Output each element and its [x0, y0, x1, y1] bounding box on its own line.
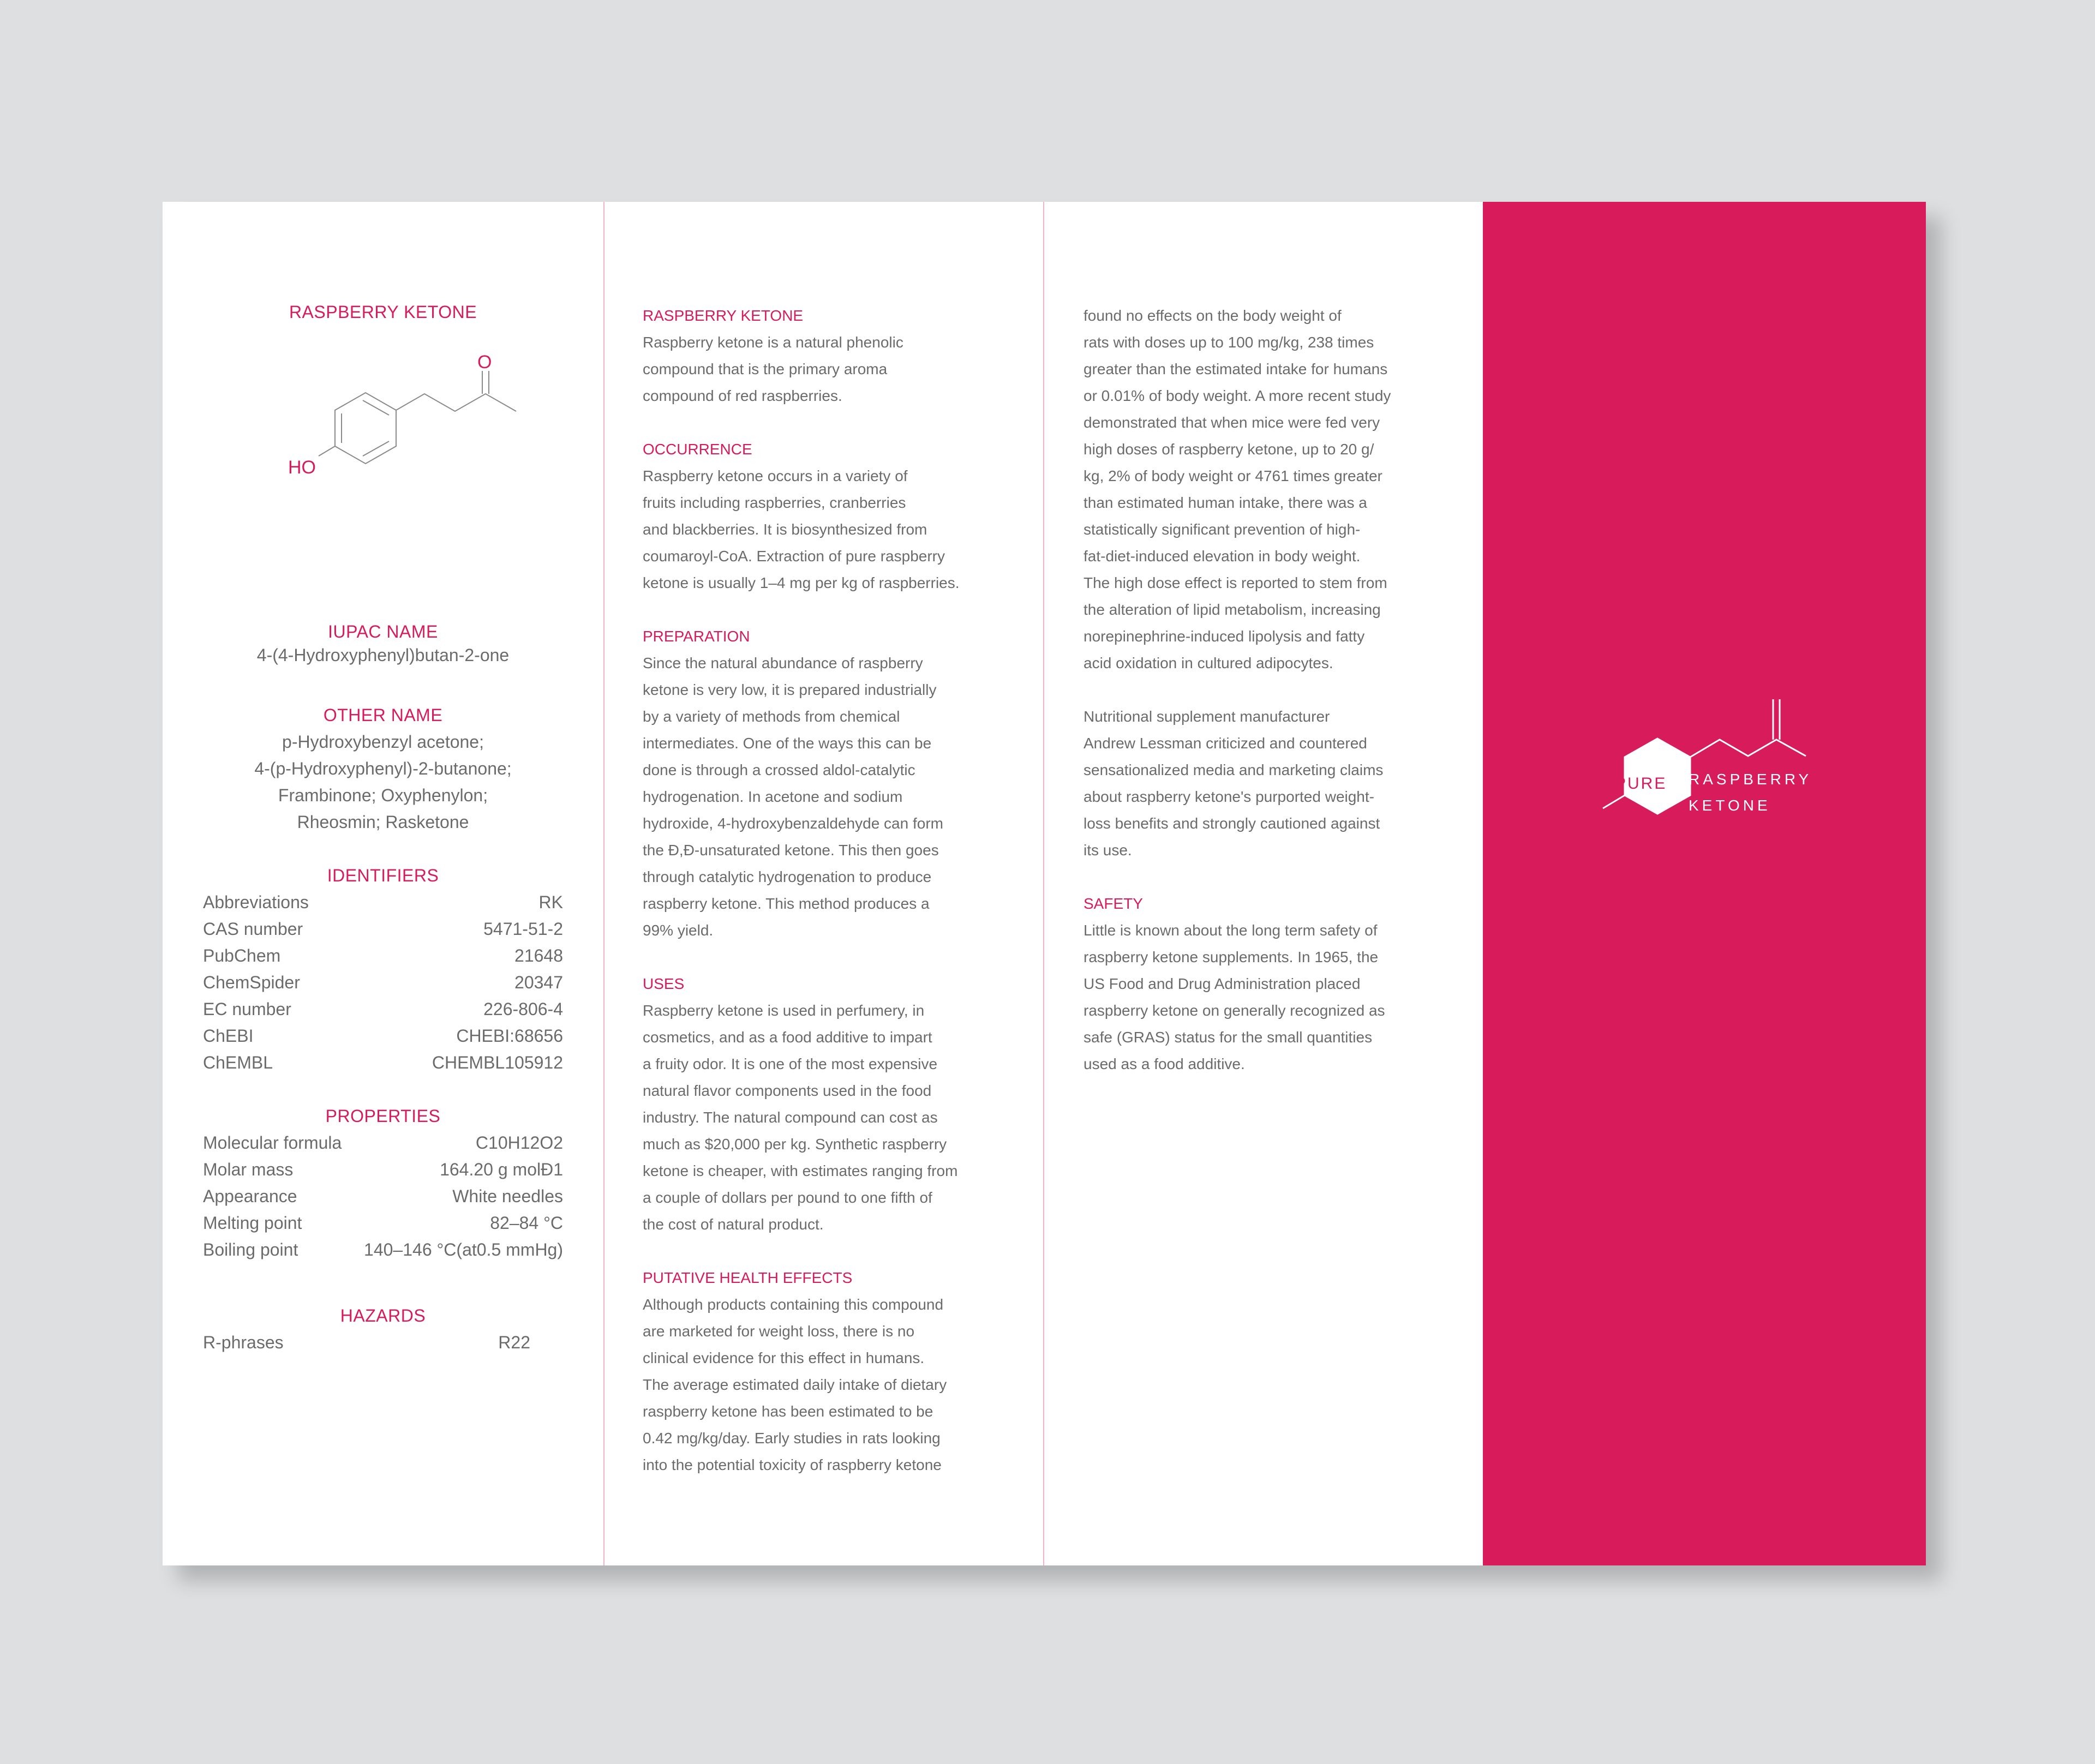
other-name-line: Frambinone; Oxyphenylon; — [278, 785, 488, 805]
hazard-row: R-phrases R22 — [203, 1333, 530, 1352]
section-heading: OCCURRENCE — [643, 441, 752, 458]
identifier-row: PubChem 21648 — [203, 946, 563, 965]
other-name-line: 4-(p-Hydroxyphenyl)-2-butanone; — [254, 759, 512, 778]
section-continued: found no effects on the body weight of rats with doses up to 100 mg/kg, 238 times greater than the estimated intake for humans or 0.01% of body weight. A more recent study demonstrated that when mice were fed very high doses of raspberry ketone, up to 20 g/ kg, 2% of body weight or 4761 times greater than estimated human intake, there was a statistically significant prevention of high- fat-diet-induced elevation in body weight. The high dose effect is reported to stem from the alteration of lipid metabolism, increasing norepinephrine-induced lipolysis and fatty acid oxidation in cultured adipocytes. — [1084, 307, 1391, 671]
pure-badge: PURE — [1615, 775, 1667, 793]
identifiers-section — [203, 862, 563, 1076]
property-row: Molecular formula C10H12O2 — [203, 1133, 563, 1153]
property-row: Molar mass 164.20 g molÐ1 — [203, 1160, 563, 1179]
section-health-effects: PUTATIVE HEALTH EFFECTS Although products containing this compound are marketed for weight loss, there is no clinical evidence for this effect in humans. The average estimated daily intake of dietary raspberry ketone has been estimated to be 0.42 mg/kg/day. Early studies in rats looking into the potential toxicity of raspberry ketone — [643, 1264, 1014, 1478]
fold-line — [603, 202, 604, 1565]
section-heading: PUTATIVE HEALTH EFFECTS — [643, 1269, 853, 1286]
iupac-value: 4-(4-Hydroxyphenyl)butan-2-one — [256, 645, 510, 665]
properties-heading: PROPERTIES — [325, 1106, 441, 1126]
hazards-heading: HAZARDS — [340, 1306, 426, 1325]
identifier-row: Abbreviations RK — [203, 892, 563, 912]
section-heading: RASPBERRY KETONE — [643, 307, 804, 324]
property-row: Melting point 82–84 °C — [203, 1213, 563, 1233]
iupac-section — [203, 622, 563, 669]
identifier-row: CAS number 5471-51-2 — [203, 919, 563, 939]
other-name-line: p-Hydroxybenzyl acetone; — [282, 732, 484, 752]
other-name-heading: OTHER NAME — [323, 705, 443, 725]
section-occurrence: OCCURRENCE Raspberry ketone occurs in a variety of fruits including raspberries, cranberries and blackberries. It is biosynthesized from coumaroyl-CoA. Extraction of pure raspberry ketone is usually 1–4 mg per kg of raspberries. — [643, 436, 1014, 596]
section-uses: USES Raspberry ketone is used in perfumery, in cosmetics, and as a food additive to impart a fruity odor. It is one of the most expensive natural flavor components used in the food industry. The natural compound can cost as much as $20,000 per kg. Synthetic raspberry ketone is cheaper, with estimates ranging from a couple of dollars per pound to one fifth of the cost of natural product. — [643, 970, 1014, 1238]
identifier-row: EC number 226-806-4 — [203, 999, 563, 1019]
identifier-row: ChemSpider 20347 — [203, 973, 563, 992]
brochure-sheet — [163, 202, 1926, 1565]
property-row: Appearance White needles — [203, 1186, 563, 1206]
section-intro: RASPBERRY KETONE Raspberry ketone is a natural phenolic compound that is the primary aroma compound of red raspberries. — [643, 302, 1014, 409]
property-row: Boiling point 140–146 °C(at0.5 mmHg) — [203, 1240, 563, 1259]
section-heading: USES — [643, 975, 685, 992]
section-safety: SAFETY Little is known about the long term safety of raspberry ketone supplements. In 1965, the US Food and Drug Administration placed raspberry ketone on generally recognized as safe (GRAS) status for the small quantities used as a food additive. — [1084, 890, 1454, 1077]
identifiers-heading: IDENTIFIERS — [327, 866, 439, 885]
brand-name: RASPBERRY KETONE — [1689, 771, 1812, 814]
fold-line — [1043, 202, 1044, 1565]
identifier-row: ChEMBL CHEMBL105912 — [203, 1053, 563, 1072]
section-heading: PREPARATION — [643, 628, 750, 645]
cover-panel — [1483, 202, 1926, 1565]
compound-title: RASPBERRY KETONE — [289, 302, 477, 322]
other-name-section — [203, 702, 563, 836]
section-preparation: PREPARATION Since the natural abundance of raspberry ketone is very low, it is prepared industrially by a variety of methods from chemical intermediates. One of the ways this can be done is through a crossed aldol-catalytic hydrogenation. In acetone and sodium hydroxide, 4-hydroxybenzaldehyde can form the Ð,Ð-unsaturated ketone. This then goes through catalytic hydrogenation to produce raspberry ketone. This method produces a 99% yield. — [643, 623, 1014, 944]
raspberry-ketone-structure-icon — [268, 355, 525, 535]
continuation-panel — [1084, 302, 1454, 1104]
properties-section — [203, 1103, 563, 1263]
description-panel — [643, 302, 1014, 1505]
oxygen-label: O — [477, 355, 492, 373]
iupac-heading: IUPAC NAME — [328, 622, 438, 641]
hazards-section — [203, 1303, 563, 1356]
hydroxyl-label: HO — [288, 457, 316, 478]
section-heading: SAFETY — [1084, 895, 1143, 912]
other-name-line: Rheosmin; Rasketone — [297, 812, 469, 832]
section-criticism: Nutritional supplement manufacturer Andrew Lessman criticized and countered sensationalized media and marketing claims about raspberry ketone's purported weight- loss benefits and strongly cautioned against its use. — [1084, 708, 1384, 859]
identifier-row: ChEBI CHEBI:68656 — [203, 1026, 563, 1046]
